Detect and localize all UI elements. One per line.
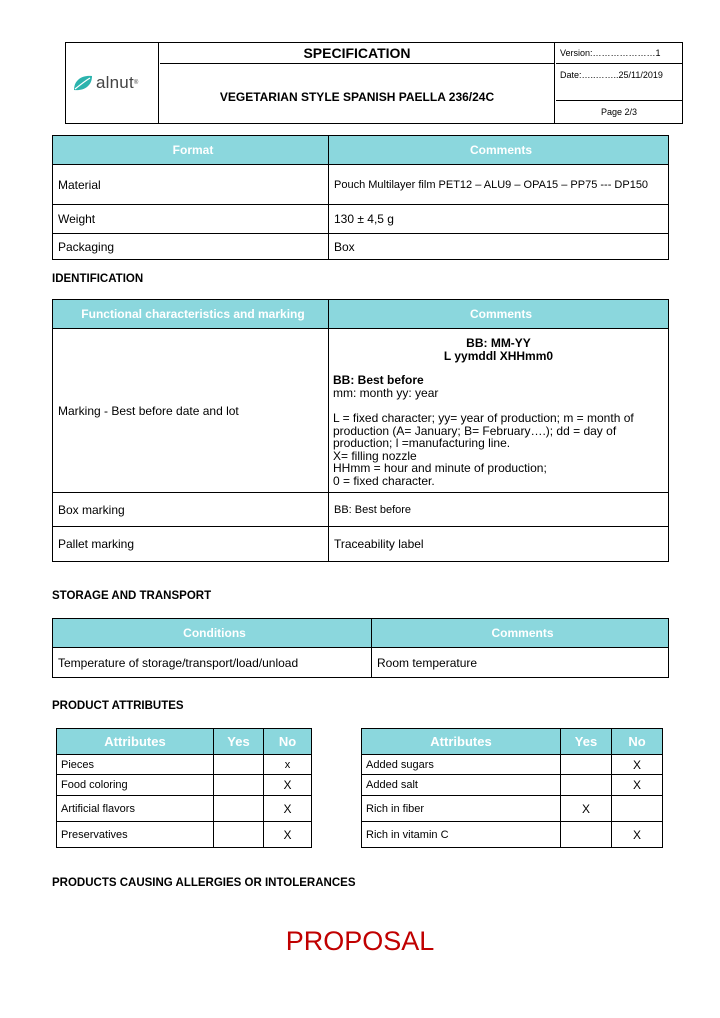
conditions-col-header: Conditions <box>53 619 372 648</box>
legend-l: L = fixed character; yy= year of production; m = month of production (A= January; B= February….); dd = day of production; l =manufacturing line. <box>333 411 634 450</box>
legend-hh: HHmm = hour and minute of production; <box>333 461 547 475</box>
attribute-no: X <box>612 822 663 848</box>
table-header-row <box>57 729 312 755</box>
table-header-row <box>53 136 669 165</box>
bb-description: mm: month yy: year <box>333 385 439 400</box>
table-row <box>57 755 312 775</box>
logo-text: alnut <box>96 73 134 92</box>
characteristics-col-header: Functional characteristics and marking <box>53 300 329 329</box>
attribute-yes <box>214 822 264 848</box>
attribute-name: Rich in vitamin C <box>362 822 561 848</box>
table-row <box>53 205 669 234</box>
version-field: Version:…………………1 <box>556 43 682 64</box>
attribute-yes <box>214 796 264 822</box>
attribute-yes <box>561 822 612 848</box>
pallet-marking-value: Traceability label <box>329 527 669 562</box>
table-header-row <box>53 619 669 648</box>
attribute-yes <box>561 775 612 796</box>
attribute-yes <box>561 755 612 775</box>
marking-comment <box>329 329 669 493</box>
identification-table <box>52 299 669 562</box>
table-header-row <box>362 729 663 755</box>
attribute-no: X <box>264 822 312 848</box>
legend-0: 0 = fixed character. <box>333 473 435 488</box>
attributes-table-right <box>361 728 663 848</box>
table-row <box>53 648 669 678</box>
storage-table <box>52 618 669 678</box>
attribute-no: X <box>264 796 312 822</box>
row-label: Material <box>53 165 329 205</box>
attributes-col-header: Attributes <box>362 729 561 755</box>
logo-trademark: ® <box>133 80 139 86</box>
attributes-table-left <box>56 728 312 848</box>
proposal-watermark: PROPOSAL <box>285 926 435 956</box>
row-value: 130 ± 4,5 g <box>329 205 669 234</box>
row-value: Pouch Multilayer film PET12 – ALU9 – OPA15 – PP75 --- DP150 <box>329 165 669 205</box>
attribute-no <box>612 796 663 822</box>
row-label: Weight <box>53 205 329 234</box>
no-col-header: No <box>612 729 663 755</box>
logo-cell <box>66 43 159 123</box>
attribute-name: Preservatives <box>57 822 214 848</box>
comments-col-header: Comments <box>329 300 669 329</box>
attribute-name: Artificial flavors <box>57 796 214 822</box>
marking-code-1: BB: MM-YY <box>466 336 531 350</box>
table-row <box>362 796 663 822</box>
attribute-yes <box>214 755 264 775</box>
attribute-no: x <box>264 755 312 775</box>
attributes-title: PRODUCT ATTRIBUTES <box>52 700 184 712</box>
product-title: VEGETARIAN STYLE SPANISH PAELLA 236/24C <box>160 64 555 123</box>
attribute-yes <box>214 775 264 796</box>
pallet-marking-label: Pallet marking <box>53 527 329 562</box>
attribute-no: X <box>264 775 312 796</box>
attribute-no: X <box>612 775 663 796</box>
comments-col-header: Comments <box>372 619 669 648</box>
box-marking-label: Box marking <box>53 493 329 527</box>
attribute-yes: X <box>561 796 612 822</box>
storage-condition: Temperature of storage/transport/load/unload <box>53 648 372 678</box>
yes-col-header: Yes <box>214 729 264 755</box>
format-col-header: Format <box>53 136 329 165</box>
no-col-header: No <box>264 729 312 755</box>
table-row <box>53 234 669 260</box>
comments-col-header: Comments <box>329 136 669 165</box>
attribute-no: X <box>612 755 663 775</box>
table-row <box>57 796 312 822</box>
yes-col-header: Yes <box>561 729 612 755</box>
table-row <box>53 527 669 562</box>
legend-x: X= filling nozzle <box>333 448 417 463</box>
identification-title: IDENTIFICATION <box>52 273 144 285</box>
table-row <box>57 775 312 796</box>
table-row <box>362 755 663 775</box>
row-value: Box <box>329 234 669 260</box>
attributes-col-header: Attributes <box>57 729 214 755</box>
spec-title: SPECIFICATION <box>160 43 555 64</box>
table-row <box>53 329 669 493</box>
attribute-name: Pieces <box>57 755 214 775</box>
page-number: Page 2/3 <box>600 107 638 117</box>
storage-title: STORAGE AND TRANSPORT <box>52 590 212 602</box>
date-field: Date:…..……..25/11/2019 <box>556 64 682 101</box>
box-marking-value: BB: Best before <box>329 493 669 527</box>
table-row <box>53 165 669 205</box>
bb-title: BB: Best before <box>333 373 424 387</box>
table-row <box>57 822 312 848</box>
leaf-icon <box>72 74 94 92</box>
table-row <box>362 822 663 848</box>
alnut-logo <box>72 73 138 93</box>
table-row <box>362 775 663 796</box>
document-header <box>65 42 683 124</box>
attribute-name: Added salt <box>362 775 561 796</box>
marking-label: Marking - Best before date and lot <box>53 329 329 493</box>
table-row <box>53 493 669 527</box>
attribute-name: Added sugars <box>362 755 561 775</box>
attribute-name: Rich in fiber <box>362 796 561 822</box>
row-label: Packaging <box>53 234 329 260</box>
format-table <box>52 135 669 260</box>
storage-comment: Room temperature <box>372 648 669 678</box>
attribute-name: Food coloring <box>57 775 214 796</box>
table-header-row <box>53 300 669 329</box>
marking-code-2: L yymddl XHHmm0 <box>443 348 554 363</box>
allergies-title: PRODUCTS CAUSING ALLERGIES OR INTOLERANCES <box>52 877 356 889</box>
